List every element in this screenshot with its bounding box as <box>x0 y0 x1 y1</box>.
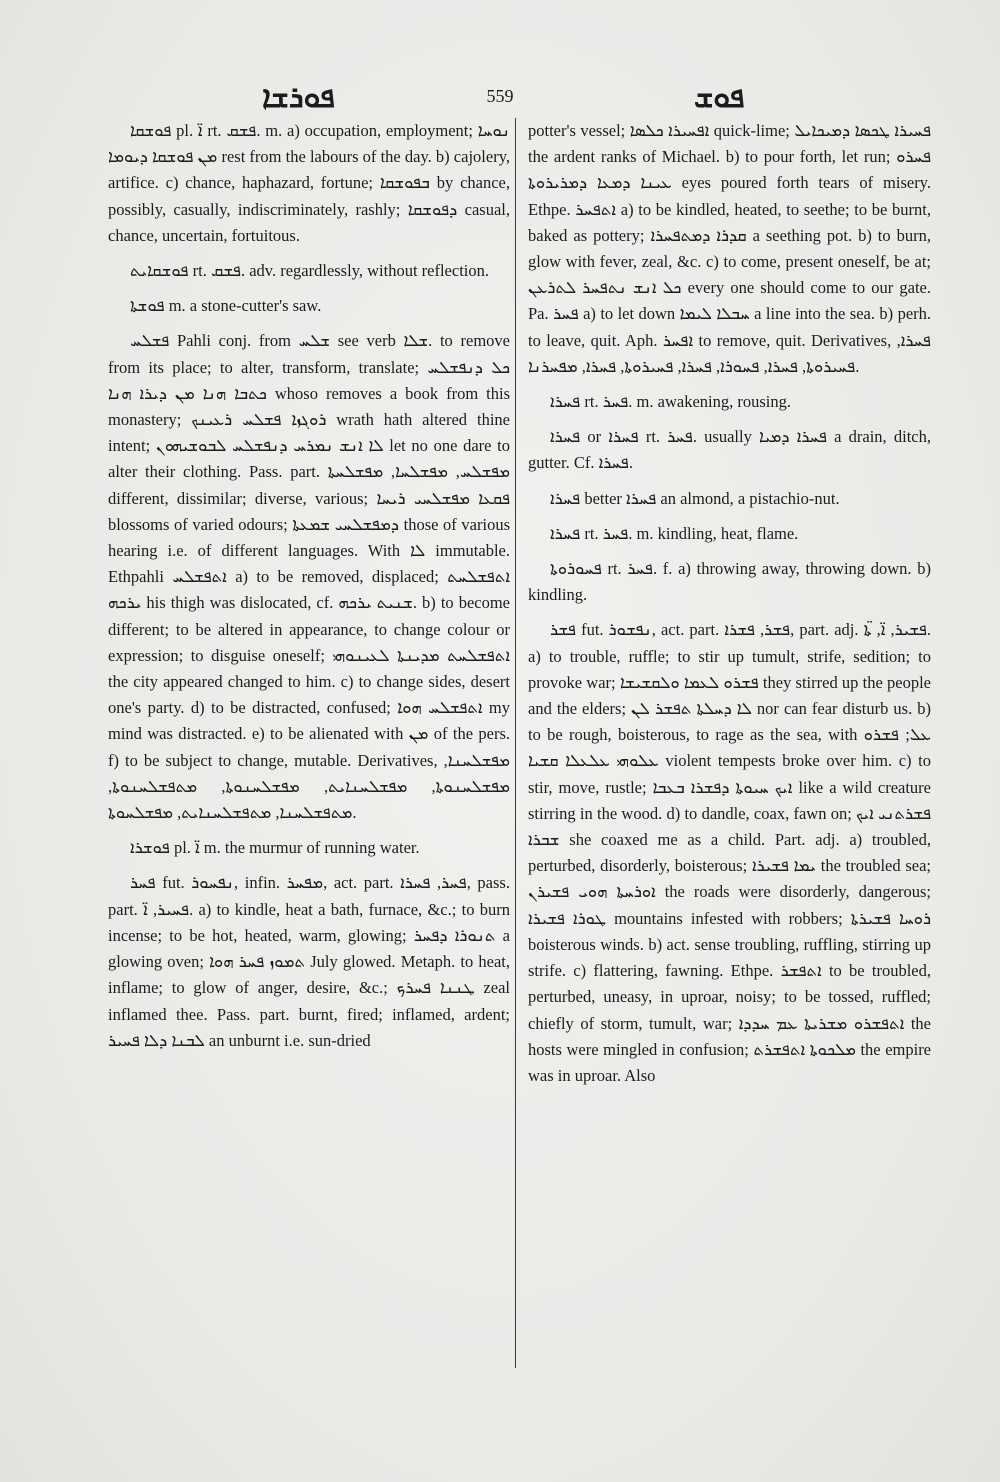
entry-paragraph: ܦܚܘܪܘܬܐ rt. ܦܚܪ. f. a) throwing away, throwing down. b) kindling. <box>528 559 931 605</box>
page-header <box>0 80 1000 116</box>
entry-paragraph: ܦܚܪܐ better ܦܚܪܐ an almond, a pistachio-nut. <box>550 488 840 508</box>
entry-paragraph: ܦܘܫܩܐ pl. ܐ̈ rt. ܦܫܩ. m. a) occupation, employment; ܢܘܚܐ ܡܢ ܦܘܫܩܐ ܕܝܘܡܐ rest from the labours of the day. b) cajolery, artifice. c) chance, haphazard, fortune; ܒܦܘܫܩܐ by chance, possibly, casually, indiscriminately, rashly; ܕܦܘܫܩܐ casual, chance, uncertain, fortuitous. <box>108 121 510 245</box>
entry-paragraph: ܦܫܠܚ Pahli conj. from ܫܠܚ see verb ܫܠܐ. to remove from its place; to alter, transform, translate; ܟܠ ܕܢܦܫܠܚ ܟܬܒܐ ܗܢܐ ܡܢ ܕܝܪܐ ܗܢܐ whoso removes a book from this monastery; ܪܘܓܙܐ ܦܫܠܚ ܪܥܝܢܟ wrath hath altered thine intent; ܠܐ ܐܢܫ ܢܡܪܚ ܕܢܦܫܠܚ ܠܒܘܫܝܗܘܢ let no one dare to alter their clothing. Pass. part. ܡܦܫܠܚ, ܡܦܫܠܚܐ, ܡܦܫܠܚܬܐ different, dissimilar; diverse, various; ܦܩܥܐ ܡܦܫܠܚܝ ܪܝܚܐ blossoms of varied odours; ܕܡܦܫܠܚܝ ܫܡܥܬܐ those of various hearing i.e. of different languages. With ܠܐ immutable. Ethpahli ܐܬܦܫܠܚ a) to be removed, displaced; ܐܬܦܫܠܚܬ ܝܪܟܗ his thigh was dislocated, cf. ܫܢܝܬ ܝܪܟܗ. b) to become different; to be altered in appearance, to change colour or expression; to disguise oneself; ܐܬܦܫܠܚܬ ܡܕܝܢܬܐ ܠܥܝܢܘܗܝ the city appeared changed to him. c) to change sides, desert one's party. d) to be distracted, confused; ܐܬܦܫܠܚ ܗܘܐ my mind was distracted. e) to be alienated with ܡܢ of the pers. f) to be subject to change, mutable. Derivatives, ܡܦܫܠܚܢܐ, ܡܦܫܠܚܢܘܬܐ, ܡܦܫܠܚܢܐܝܬ, ܡܦܫܠܚܢܘܬܐ, ܡܬܦܫܠܚܢܘܬܐ, ܡܬܦܫܠܚܢܐ, ܡܬܦܫܠܚܢܐܝܬ, ܡܦܫܠܚܘܬܐ. <box>108 331 511 823</box>
right-column <box>528 118 931 1098</box>
entry-paragraph: ܦܫܪ fut. ܢܦܫܘܪ, act. part. ܦܫܪ, ܦܫܪܐ, part. adj. ܦܫܝܪ, ܐ̈, ܬܐ̈. a) to trouble, ruffle; to stir up tumult, strife, sedition; to provoke war; ܦܫܪܘ ܠܥܡܐ ܘܠܩܫܝܫܐ they stirred up the people and the elders; ܠܐ ܕܚܠܬܐ ܬܦܫܪ ܠܢ nor can fear disturb us. b) to be rough, boisterous, to rage as the sea, with ܥܠ; ܦܫܪܘ ܥܠܘܗܝ ܥܠܥܠܐ ܩܫܝܐ violent tempests broke over him. c) to stir, move, rustle; ܐܝܟ ܚܝܘܬܐ ܕܦܫܪܐ ܒܥܒܐ like a wild creature stirring in the wood. d) to dandle, coax, fawn on; ܦܫܪܬܢܝ ܐܝܟ ܫܒܪܐ she coaxed me as a child. Part. adj. a) troubled, perturbed, disorderly, boisterous; ܝܡܐ ܦܫܝܪܐ the troubled sea; ܐܘܪܚܬܐ ܗܘܝ ܦܫܝܪܢ the roads were disorderly, dangerous; ܛܘܪܐ ܦܫܝܪܐ mountains infested with robbers; ܪܘܚܐ ܦܫܝܪܬܐ boisterous winds. b) act. sense troubling, ruffling, stirring up strife. c) flattering, fawning. Ethpe. ܐܬܦܫܪ to be troubled, perturbed, uneasy, in uproar, noisy; to be tossed, ruffled; chiefly of storm, tumult, war; ܐܬܦܫܪܘ ܡܫܪܝܬܐ ܥܡ ܚܕܕܐ the hosts were mingled in confusion; ܡܠܟܘܬܐ ܐܬܦܫܪܬ the empire was in uproar. Also <box>528 620 932 1085</box>
header-right-syriac: ܦܘܫ <box>694 80 745 115</box>
entry-paragraph: ܦܚܪܐ or ܦܚܪܐ rt. ܦܚܪ. usually ܦܚܪܐ ܕܡܝܐ a drain, ditch, gutter. Cf. ܦܚܪܐ. <box>528 427 931 473</box>
entry-paragraph: ܦܚܪ fut. ܢܦܚܘܪ, infin. ܡܦܚܪ, act. part. ܦܚܪ, ܦܚܪܐ, pass. part. ܦܚܝܪ, ܐ̈. a) to kindle, heat a bath, furnace, &c.; to burn incense; to be hot, heated, warm, glowing; ܬܢܘܪܐ ܕܦܚܪ a glowing oven; ܬܡܘܙ ܦܚܪ ܗܘܐ July glowed. Metaph. to heat, inflame; to glow of anger, desire, &c.; ܛܢܢܐ ܦܚܪܟ zeal inflamed thee. Pass. part. burnt, fired; inflamed, ardent; ܠܒܢܐ ܕܠܐ ܦܚܝܪ an unburnt i.e. sun-dried <box>108 873 511 1050</box>
page-number: 559 <box>486 86 514 106</box>
header-left-syriac: ܦܘܪܫܐ <box>262 80 335 115</box>
column-divider <box>515 118 516 1368</box>
left-column <box>108 118 510 1063</box>
entry-paragraph: ܦܘܫܪܐ pl. ܐ̈ m. the murmur of running water. <box>130 838 420 858</box>
entry-paragraph: ܦܚܪܐ rt. ܦܚܪ. m. awakening, rousing. <box>550 392 791 412</box>
entry-paragraph: ܦܘܫܩܐܝܬ rt. ܦܫܩ. adv. regardlessly, without reflection. <box>130 261 490 281</box>
entry-paragraph: ܦܘܫܬܐ m. a stone-cutter's saw. <box>130 296 322 316</box>
entry-paragraph: potter's vessel; ܐܦܚܝܪܐ ܟܠܣܐ quick-lime; ܦܚܝܪܐ ܛܟܣܐ ܕܡܝܟܐܝܠ the ardent ranks of Michael. b) to pour forth, let run; ܦܚܪܘ ܥܝܢܐ ܕܡܥܐ ܕܡܪܝܪܘܬܐ eyes poured forth tears of misery. Ethpe. ܐܬܦܚܪ a) to be kindled, heated, to seethe; to be burnt, baked as pottery; ܩܕܪܐ ܕܡܬܦܚܪܐ a seething pot. b) to burn, glow with fever, zeal, &c. c) to come, present oneself, be at; ܟܠ ܐܢܫ ܢܬܦܚܪ ܠܬܪܥܢ every one should come to our gate. Pa. ܦܚܪ a) to let down ܚܒܠܐ ܠܝܡܐ a line into the sea. b) perh. to leave, quit. Aph. ܐܦܚܪ to remove, quit. Derivatives, ܦܚܪܐ, ܦܚܝܪܘܬܐ, ܦܚܪܐ, ܦܚܘܪܐ, ܦܚܪܐ, ܦܚܝܪܘܬܐ, ܦܚܪܐ, ܡܦܚܪܢܐ. <box>528 121 932 376</box>
entry-paragraph: ܦܚܪܐ rt. ܦܚܪ. m. kindling, heat, flame. <box>550 523 799 543</box>
